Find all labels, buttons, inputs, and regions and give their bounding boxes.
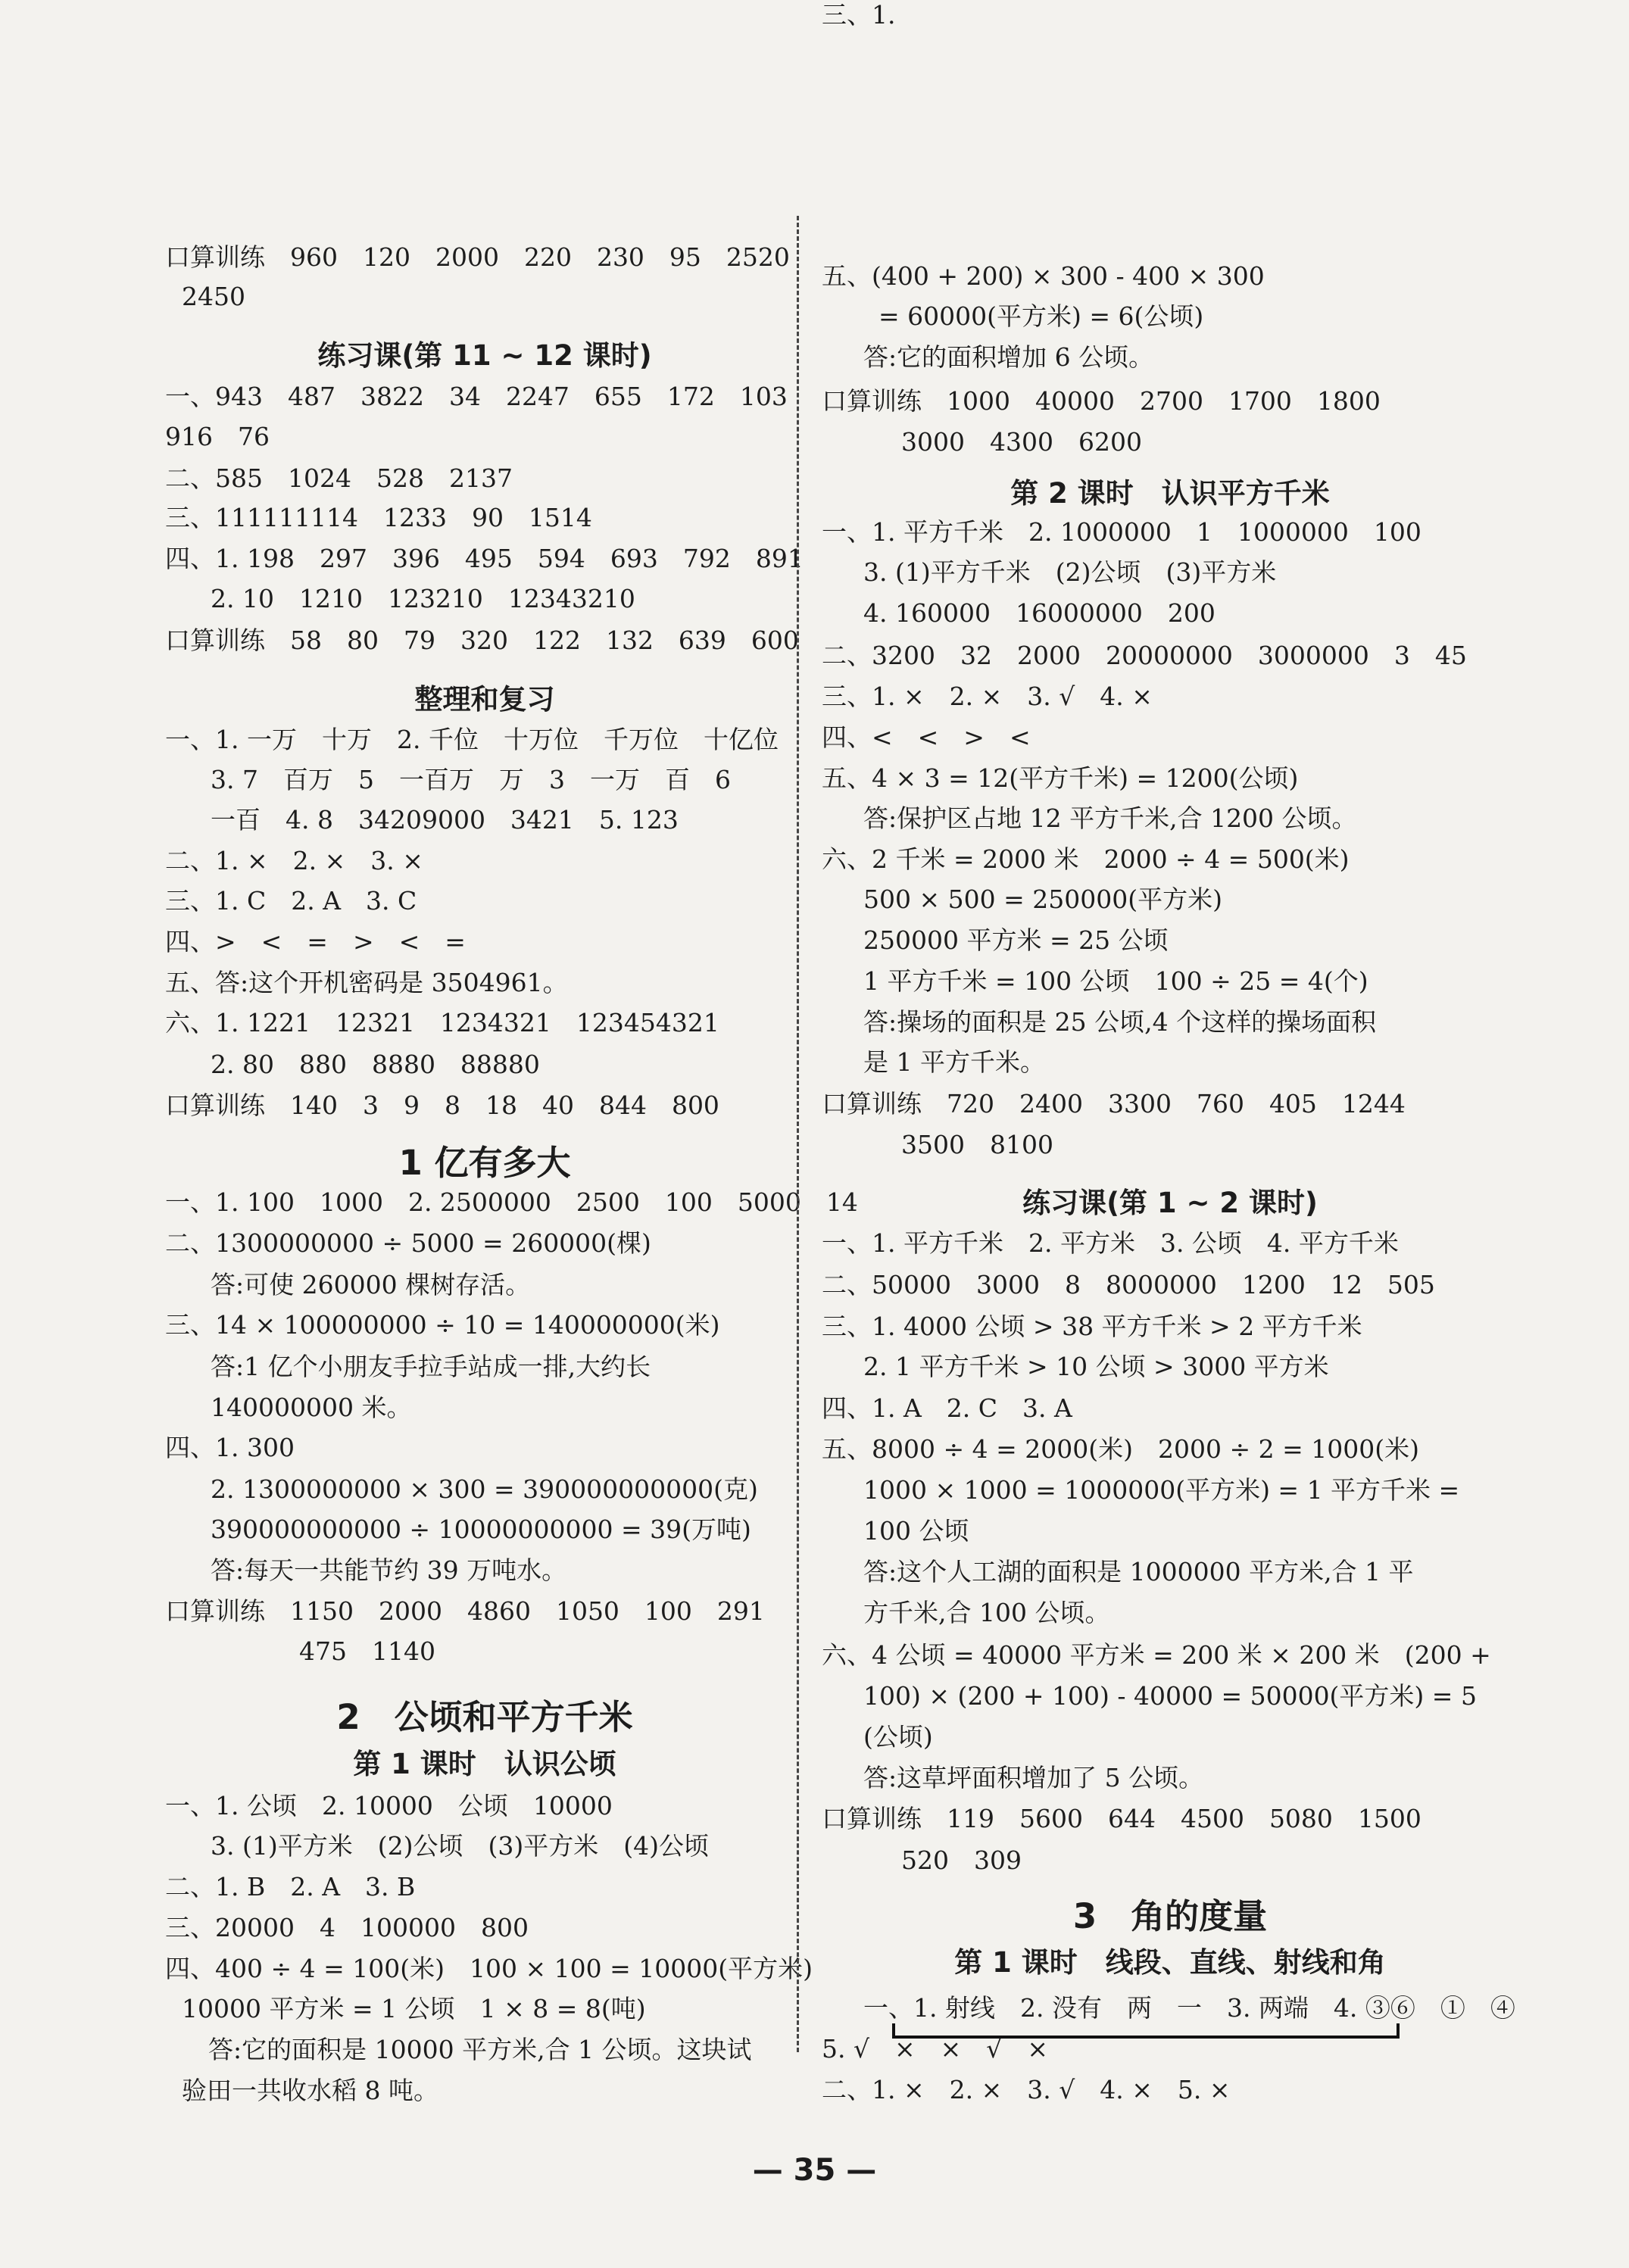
answer-line: 三、1. × 2. × 3. √ 4. × <box>822 682 1153 711</box>
answer-line: 2. 80 880 8880 88880 <box>211 1050 540 1079</box>
answer-line: 1000 × 1000 = 1000000(平方米) = 1 平方千米 = <box>863 1475 1460 1505</box>
section-heading: 第 1 课时 线段、直线、射线和角 <box>954 1946 1386 1979</box>
answer-line: 3000 4300 6200 <box>901 427 1142 457</box>
answer-line: 五、8000 ÷ 4 = 2000(米) 2000 ÷ 2 = 1000(米) <box>822 1434 1419 1464</box>
answer-line: 475 1140 <box>299 1636 435 1666</box>
answer-line: 是 1 平方千米。 <box>863 1047 1045 1077</box>
answer-line: 验田一共收水稻 8 吨。 <box>182 2076 438 2105</box>
answer-line: 100 公顷 <box>863 1516 969 1546</box>
answer-line: 答:它的面积增加 6 公顷。 <box>863 342 1154 372</box>
answer-line: 四、< < > < <box>822 722 1031 752</box>
section-heading: 3 角的度量 <box>1072 1896 1268 1936</box>
answer-line: 答:可使 260000 棵树存活。 <box>211 1270 531 1299</box>
answer-line: 4. 160000 16000000 200 <box>863 598 1216 628</box>
answer-line: 二、1. × 2. × 3. √ 4. × 5. × <box>822 2075 1231 2104</box>
answer-line: 100) × (200 + 100) - 40000 = 50000(平方米) = 5 <box>863 1681 1477 1711</box>
answer-line: = 60000(平方米) = 6(公顷) <box>878 301 1204 331</box>
answer-line: 口算训练 1150 2000 4860 1050 100 291 <box>165 1596 765 1626</box>
answer-line: 方千米,合 100 公顷。 <box>863 1598 1110 1627</box>
answer-line: 二、50000 3000 8 8000000 1200 12 505 <box>822 1270 1435 1299</box>
answer-line: 答:这草坪面积增加了 5 公顷。 <box>863 1763 1204 1792</box>
answer-line: 三、14 × 100000000 ÷ 10 = 140000000(米) <box>165 1310 720 1340</box>
answer-line: 六、1. 1221 12321 1234321 123454321 <box>165 1008 719 1037</box>
answer-line: 140000000 米。 <box>211 1393 412 1422</box>
answer-line: 500 × 500 = 250000(平方米) <box>863 884 1222 914</box>
line-segment-drawing <box>892 2023 1400 2039</box>
answer-line: 四、1. A 2. C 3. A <box>822 1393 1072 1423</box>
answer-line: (公顷) <box>863 1722 933 1752</box>
answer-line: 口算训练 140 3 9 8 18 40 844 800 <box>165 1090 719 1120</box>
section-heading: 2 公顷和平方千米 <box>336 1697 633 1737</box>
answer-line: 3. (1)平方米 (2)公顷 (3)平方米 (4)公顷 <box>211 1831 709 1861</box>
answer-line: 三、1. <box>822 0 896 30</box>
answer-line: 一、1. 平方千米 2. 平方米 3. 公顷 4. 平方千米 <box>822 1228 1399 1258</box>
answer-line: 2. 1300000000 × 300 = 390000000000(克) <box>211 1474 758 1504</box>
answer-line: 四、400 ÷ 4 = 100(米) 100 × 100 = 10000(平方米) <box>165 1954 813 1983</box>
answer-line: 口算训练 119 5600 644 4500 5080 1500 <box>822 1804 1421 1833</box>
answer-line: 1 平方千米 = 100 公顷 100 ÷ 25 = 4(个) <box>863 966 1368 996</box>
answer-line: 答:每天一共能节约 39 万吨水。 <box>211 1555 567 1585</box>
answer-line: 二、585 1024 528 2137 <box>165 463 513 493</box>
answer-line: 三、111111114 1233 90 1514 <box>165 503 592 532</box>
answer-line: 五、(400 + 200) × 300 - 400 × 300 <box>822 261 1265 291</box>
answer-line: 五、答:这个开机密码是 3504961。 <box>165 968 568 997</box>
answer-line: 一、1. 100 1000 2. 2500000 2500 100 5000 14 <box>165 1187 858 1217</box>
answer-line: 四、1. 300 <box>165 1433 295 1462</box>
answer-line: 口算训练 1000 40000 2700 1700 1800 <box>822 386 1381 416</box>
section-heading: 整理和复习 <box>414 683 555 716</box>
answer-line: 2. 1 平方千米 > 10 公顷 > 3000 平方米 <box>863 1352 1329 1381</box>
answer-line: 一、1. 射线 2. 没有 两 一 3. 两端 4. ③⑥ ① ④ <box>863 1993 1515 2023</box>
answer-line: 二、1. × 2. × 3. × <box>165 846 423 875</box>
answer-line: 答:它的面积是 10000 平方米,合 1 公顷。这块试 <box>208 2035 752 2064</box>
answer-line: 三、1. C 2. A 3. C <box>165 886 417 916</box>
answer-line: 四、1. 198 297 396 495 594 693 792 891 <box>165 544 804 573</box>
answer-line: 口算训练 720 2400 3300 760 405 1244 <box>822 1089 1406 1118</box>
section-heading: 第 2 课时 认识平方千米 <box>1010 477 1330 510</box>
answer-line: 二、1. B 2. A 3. B <box>165 1872 416 1901</box>
answer-line: 三、20000 4 100000 800 <box>165 1913 529 1942</box>
answer-line: 四、> < = > < = <box>165 927 466 956</box>
answer-line: 一、1. 一万 十万 2. 千位 十万位 千万位 十亿位 <box>165 725 779 754</box>
section-heading: 练习课(第 11 ~ 12 课时) <box>317 339 652 372</box>
answer-line: 3500 8100 <box>901 1130 1053 1159</box>
answer-line: 250000 平方米 = 25 公顷 <box>863 925 1169 955</box>
answer-line: 二、1300000000 ÷ 5000 = 260000(棵) <box>165 1228 651 1258</box>
page-number: — 35 — <box>752 2153 877 2188</box>
answer-line: 答:操场的面积是 25 公顷,4 个这样的操场面积 <box>863 1007 1377 1037</box>
answer-line: 一百 4. 8 34209000 3421 5. 123 <box>211 805 679 835</box>
answer-line: 2. 10 1210 123210 12343210 <box>211 584 635 613</box>
answer-line: 六、2 千米 = 2000 米 2000 ÷ 4 = 500(米) <box>822 844 1350 874</box>
section-heading: 练习课(第 1 ~ 2 课时) <box>1022 1187 1318 1219</box>
answer-line: 一、1. 公顷 2. 10000 公顷 10000 <box>165 1791 613 1820</box>
answer-line: 一、943 487 3822 34 2247 655 172 103 <box>165 382 788 411</box>
section-heading: 第 1 课时 认识公顷 <box>353 1748 616 1780</box>
answer-line: 口算训练 58 80 79 320 122 132 639 600 <box>165 625 799 655</box>
answer-line: 五、4 × 3 = 12(平方千米) = 1200(公顷) <box>822 763 1299 793</box>
section-heading: 1 亿有多大 <box>398 1143 571 1183</box>
answer-line: 三、1. 4000 公顷 > 38 平方千米 > 2 平方千米 <box>822 1312 1362 1341</box>
answer-line: 390000000000 ÷ 10000000000 = 39(万吨) <box>211 1515 751 1544</box>
answer-line: 二、3200 32 2000 20000000 3000000 3 45 <box>822 641 1467 670</box>
answer-line: 916 76 <box>165 422 270 451</box>
answer-line: 3. (1)平方千米 (2)公顷 (3)平方米 <box>863 557 1277 587</box>
answer-line: 答:保护区占地 12 平方千米,合 1200 公顷。 <box>863 803 1357 833</box>
answer-line: 口算训练 960 120 2000 220 230 95 2520 <box>165 242 790 272</box>
column-divider <box>797 216 799 2052</box>
answer-line: 3. 7 百万 5 一百万 万 3 一万 百 6 <box>211 765 731 794</box>
answer-line: 六、4 公顷 = 40000 平方米 = 200 米 × 200 米 (200 + <box>822 1640 1491 1670</box>
answer-line: 答:这个人工湖的面积是 1000000 平方米,合 1 平 <box>863 1557 1414 1586</box>
answer-line: 2450 <box>182 282 245 311</box>
answer-line: 答:1 亿个小朋友手拉手站成一排,大约长 <box>211 1352 651 1381</box>
answer-line: 一、1. 平方千米 2. 1000000 1 1000000 100 <box>822 517 1421 547</box>
answer-line: 520 309 <box>901 1845 1022 1875</box>
answer-line: 10000 平方米 = 1 公顷 1 × 8 = 8(吨) <box>182 1994 646 2023</box>
answer-line: 5. √ × × √ × <box>822 2034 1048 2064</box>
